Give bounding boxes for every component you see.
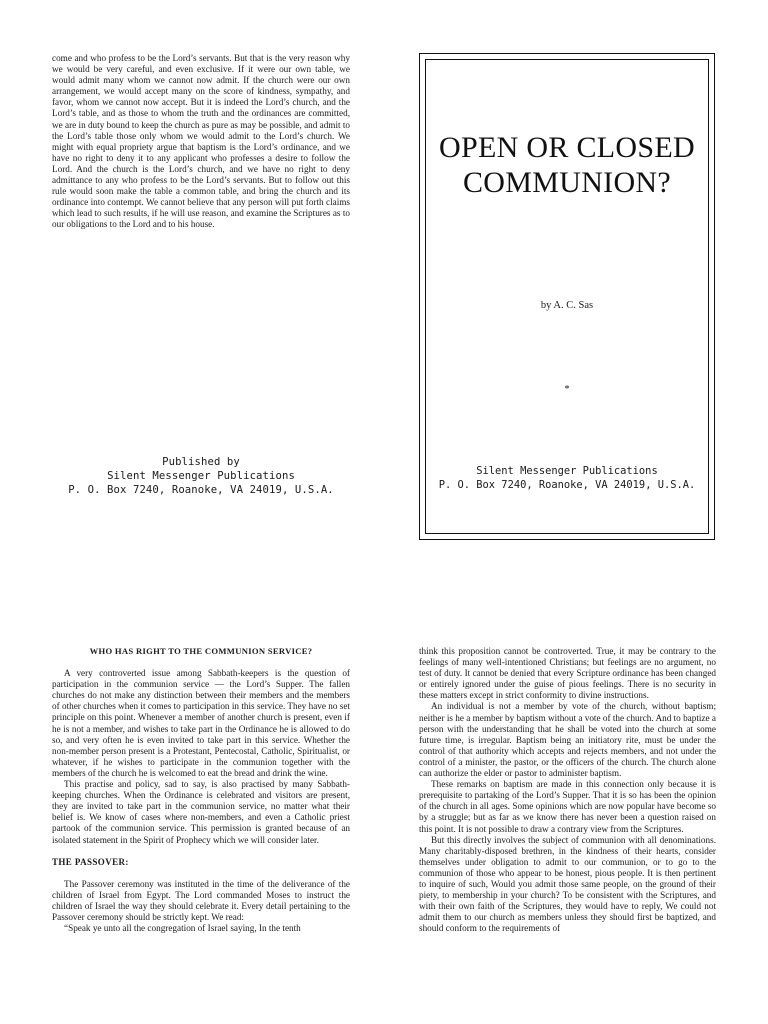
paragraph: An individual is not a member by vote of the church, without baptism; neither is he a member by baptism without a vote of the church. And to baptize a person with the understanding that he shall be voted into the church at some future time, is irregular. Baptism being an initiatory rite, must be under the control of that authority which accepts and rejects members, and not under the control of a minister, the pastor, or the officers of the church. The church alone can authorize the elder or pastor to administer baptism.: [419, 701, 716, 779]
cover-publisher-name: Silent Messenger Publications: [476, 465, 658, 477]
paragraph: But this directly involves the subject of communion with all denominations. Many charitably-disposed brethren, in the kindness of their hearts, consider themselves under obligation to admit to our communion, or to go to the communion of those who appear to be honest, pious people. It is then pertinent to inquire of such, Would you admit those same people, on the ground of their piety, to membership in your church? To be consistent with the Scriptures, and with their own faith of the Scriptures, they would have to reply, We could not admit them to our church as members unless they should first be baptized, and should conform to the requirements of: [419, 834, 716, 934]
top-left-paragraph: come and who profess to be the Lord’s servants. But that is the very reason why we would be very careful, and even exclusive. If it were our own table, we would admit many whom we cannot now admit. If the church were our own arrangement, we would accept many on the score of kindness, sympathy, and favor, whom we cannot now accept. But it is indeed the Lord’s church, and the Lord’s table, and as those to whom the truth and the ordinances are committed, we are in duty bound to keep the church as pure as may be possible, and admit to the Lord’s table those only whom we would admit to the Lord’s church. We might with equal propriety argue that baptism is the Lord’s ordinance, and we have no right to deny it to any applicant who professes a desire to follow the Lord. And the church is the Lord’s church, and we have no right to deny admittance to any who profess to be the Lord’s servants. But to follow out this rule would soon make the table a common table, and bring the church and its ordinance into contempt. We cannot believe that any person will put forth claims which lead to such results, if he will use reason, and examine the Scriptures as to our obligations to the Lord and to his house.: [52, 53, 351, 230]
cover-ornament: *: [564, 384, 570, 395]
cover-publisher-address: P. O. Box 7240, Roanoke, VA 24019, U.S.A.: [438, 478, 696, 491]
paragraph: think this proposition cannot be controverted. True, it may be contrary to the feelings of many well-intentioned Christians; but feelings are no argument, no test of duty. It cannot be denied that every Scripture ordinance has been changed or entirely ignored under the guise of pious feelings. There is no security in these matters except in strict conformity to divine instructions.: [419, 646, 716, 701]
back-cover-publisher-block: [52, 456, 350, 497]
paragraph: The Passover ceremony was instituted in the time of the deliverance of the children of Israel from Egypt. The Lord commanded Moses to instruct the children of Israel the way they should celebrate it. Every detail pertaining to the Passover ceremony should be strictly kept. We read:: [52, 878, 350, 922]
front-cover: [419, 53, 715, 540]
cover-title: [426, 130, 708, 200]
cover-publisher-block: [426, 465, 708, 493]
publisher-name: Silent Messenger Publications: [107, 469, 295, 482]
bottom-left-text-column: [52, 646, 350, 934]
cover-author: by A. C. Sas: [540, 300, 594, 311]
paragraph: This practise and policy, sad to say, is also practised by many Sabbath-keeping churches. When the Ordinance is celebrated and visitors are present, they are invited to take part in the communion service, no matter what their belief is. We know of cases where non-members, and even a Catholic priest partook of the communion service. This permission is granted because of an isolated statement in the Spirit of Prophecy which we will consider later.: [52, 779, 350, 845]
cover-title-line-1: OPEN OR CLOSED: [439, 131, 695, 164]
scripture-quote: “Speak ye unto all the congregation of Israel saying, In the tenth: [64, 923, 301, 934]
paragraph: A very controverted issue among Sabbath-keepers is the question of participation in the communion service — the Lord’s Supper. The fallen churches do not make any distinction between their members and the members of other churches when it comes to participation in this service. They have no set principle on this point. Whenever a member of another church is present, even if he is not a member, and wishes to take part in the Ordinance he is allowed to do so, and very often he is even invited to take part in this service. Whether the non-member person present is a Protestant, Pentecostal, Catholic, Spiritualist, or whatever, if he wishes to participate in the communion together with the members of the church he is welcomed to eat the bread and drink the wine.: [52, 668, 350, 778]
section-subheading: THE PASSOVER:: [52, 856, 129, 867]
publisher-address: P. O. Box 7240, Roanoke, VA 24019, U.S.A.: [68, 483, 334, 496]
cover-title-line-2: COMMUNION?: [463, 166, 671, 199]
cover-inner-border: [425, 59, 709, 534]
section-heading: WHO HAS RIGHT TO THE COMMUNION SERVICE?: [89, 646, 313, 656]
bottom-right-text-column: [419, 646, 716, 934]
top-left-text-block: [52, 53, 350, 231]
paragraph: These remarks on baptism are made in this connection only because it is prerequisite to partaking of the Lord’s Supper. That it is so has been the opinion of the church in all ages. Some opinions which are now popular have become so by a struggle; but as far as we know there has never been a question raised on this point. It is not possible to draw a contrary view from the Scriptures.: [419, 779, 716, 834]
published-by-label: Published by: [162, 456, 240, 468]
